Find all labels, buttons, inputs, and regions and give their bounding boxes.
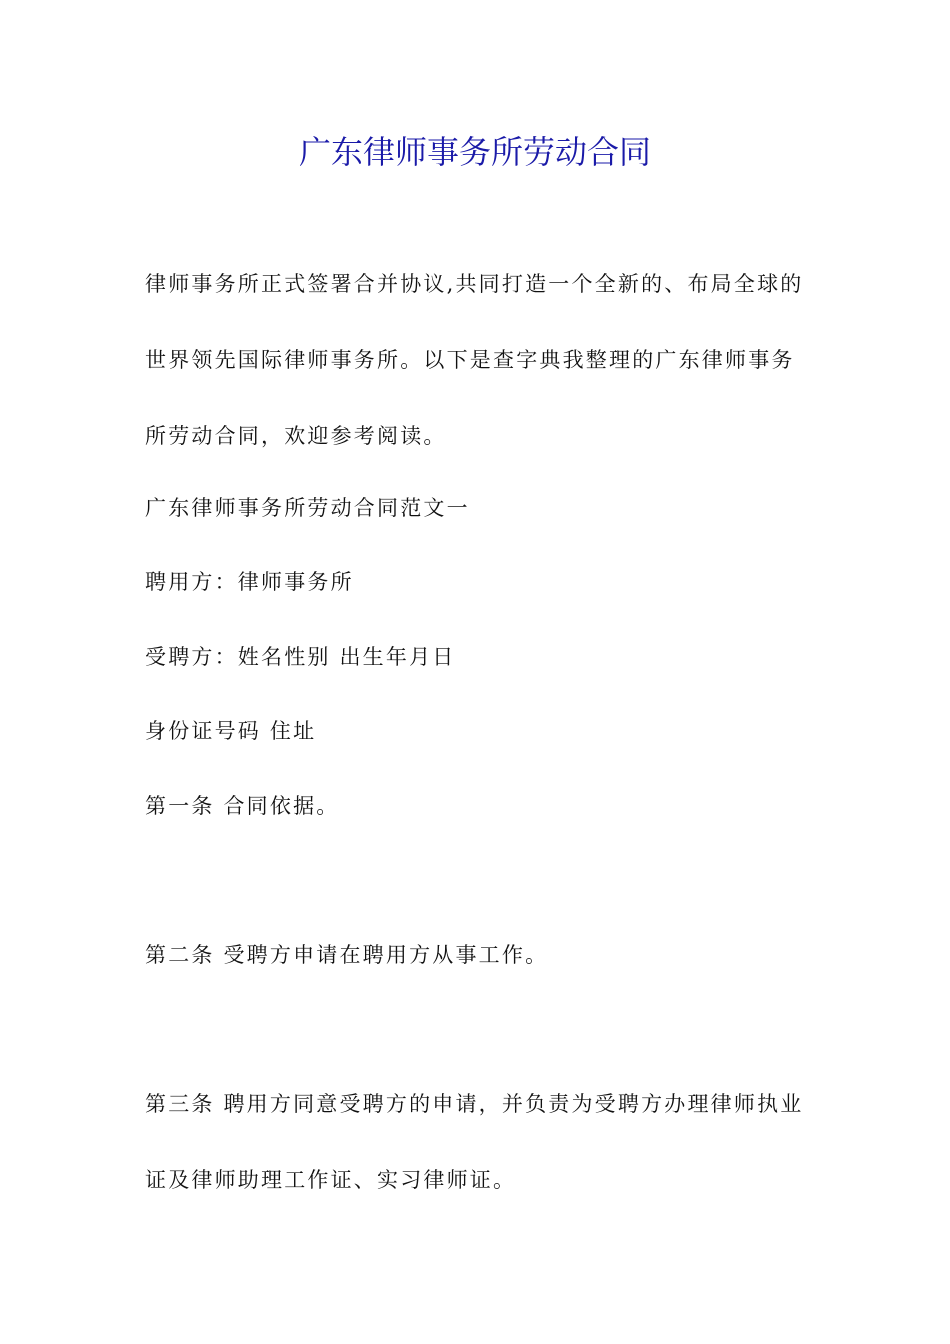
article-3: 第三条 聘用方同意受聘方的申请，并负责为受聘方办理律师执业证及律师助理工作证、实习律师证。 [145, 1092, 804, 1192]
id-address-line: 身份证号码 住址 [145, 719, 317, 743]
article-2: 第二条 受聘方申请在聘用方从事工作。 [145, 943, 549, 967]
employee-line: 受聘方：姓名性别 出生年月日 [145, 645, 456, 669]
sample-heading: 广东律师事务所劳动合同范文一 [145, 496, 470, 520]
employer-line: 聘用方：律师事务所 [145, 570, 354, 594]
intro-paragraph: 律师事务所正式签署合并协议,共同打造一个全新的、布局全球的世界领先国际律师事务所。以下是查字典我整理的广东律师事务所劳动合同，欢迎参考阅读。 [145, 272, 804, 448]
article-1: 第一条 合同依据。 [145, 794, 340, 818]
document-title: 广东律师事务所劳动合同 [298, 133, 651, 171]
